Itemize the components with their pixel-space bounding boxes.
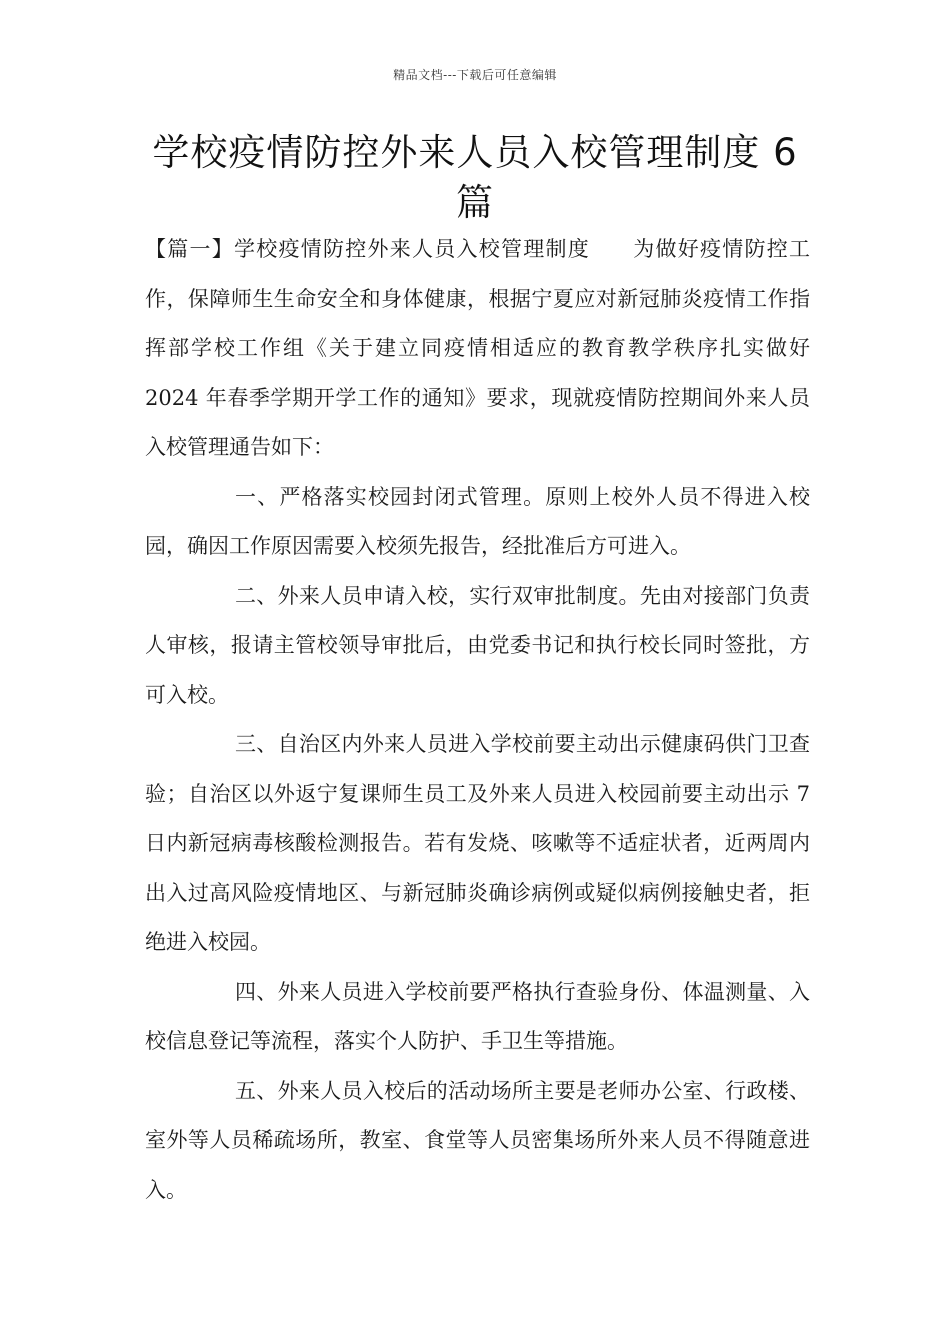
intro-text: 为做好疫情防控工作，保障师生生命安全和身体健康，根据宁夏应对新冠肺炎疫情工作指挥部学校工作组《关于建立同疫情相适应的教育教学秩序扎实做好 2024 年春季学期开学工作的通知》要求，现就疫情防控期间外来人员入校管理通告如下： [145, 237, 810, 459]
header-note: 精品文档---下载后可任意编辑 [393, 68, 557, 82]
paragraph-2: 二、外来人员申请入校，实行双审批制度。先由对接部门负责人审核，报请主管校领导审批后，由党委书记和执行校长同时签批，方可入校。 [145, 583, 810, 707]
paragraph-4: 四、外来人员进入学校前要严格执行查验身份、体温测量、入校信息登记等流程，落实个人防护、手卫生等措施。 [145, 979, 810, 1053]
paragraph-3: 三、自治区内外来人员进入学校前要主动出示健康码供门卫查验；自治区以外返宁复课师生员工及外来人员进入校园前要主动出示 7 日内新冠病毒核酸检测报告。若有发烧、咳嗽等不适症状者，近两周内出入过高风险疫情地区、与新冠肺炎确诊病例或疑似病例接触史者，拒绝进入校园。 [145, 732, 810, 954]
intro-paragraph [145, 225, 810, 473]
document-title: 学校疫情防控外来人员入校管理制度 6 篇 [152, 131, 798, 224]
document-body [145, 225, 810, 1215]
intro-heading: 【篇一】学校疫情防控外来人员入校管理制度 [145, 237, 590, 261]
paragraph-1: 一、严格落实校园封闭式管理。原则上校外人员不得进入校园，确因工作原因需要入校须先报告，经批准后方可进入。 [145, 484, 810, 558]
paragraph-5: 五、外来人员入校后的活动场所主要是老师办公室、行政楼、室外等人员稀疏场所，教室、食堂等人员密集场所外来人员不得随意进入。 [145, 1078, 810, 1202]
